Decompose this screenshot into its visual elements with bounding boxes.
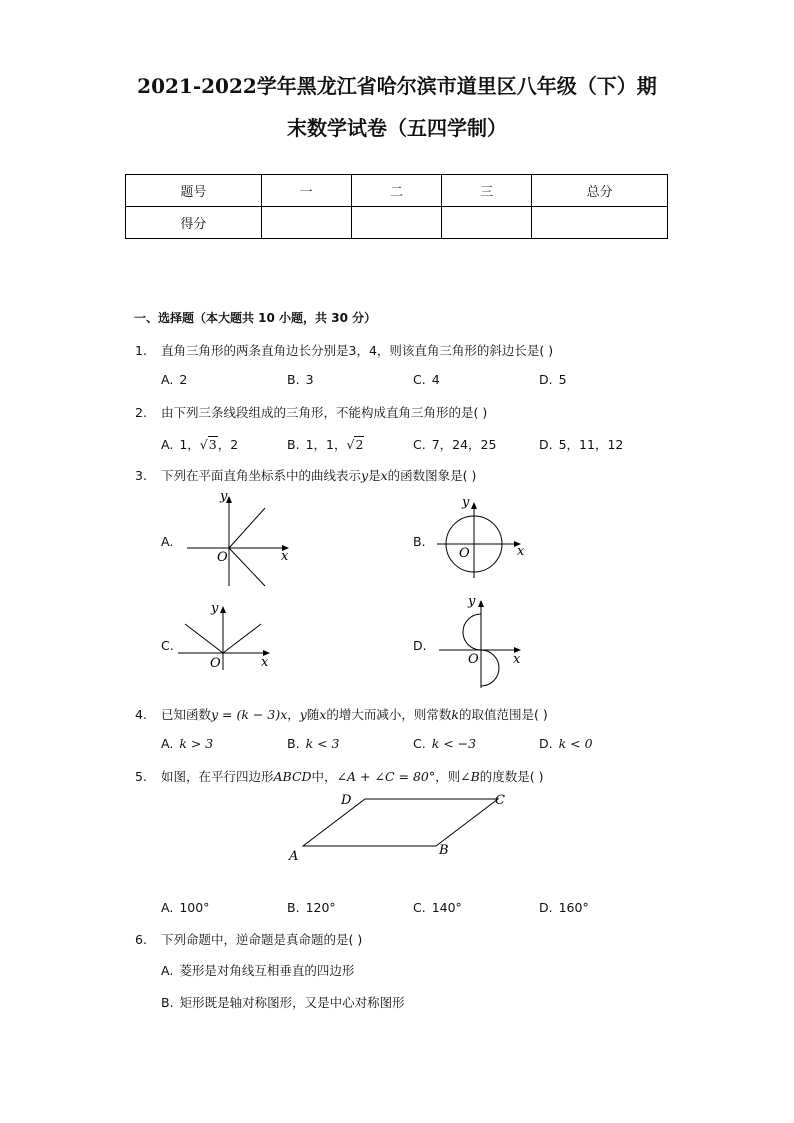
option-text: k > 3: [179, 736, 214, 751]
option-key: C.: [413, 437, 426, 452]
question-text-part: 的取值范围是( ): [459, 707, 548, 722]
question-number: 3.: [135, 468, 147, 483]
option-b: [287, 900, 336, 915]
option-c: [413, 736, 476, 751]
option-a: [161, 961, 354, 979]
option-a: [161, 435, 238, 453]
option-text: 7，24，25: [431, 437, 497, 452]
option-a: [161, 736, 213, 751]
y-arrow-icon: [471, 502, 477, 509]
question-text-part: ，则: [435, 769, 461, 784]
origin-label: O: [459, 546, 470, 561]
option-c: [413, 900, 462, 915]
question-text-part: 随: [306, 707, 320, 722]
math-expression: ∠B: [460, 769, 480, 784]
option-b: [161, 993, 405, 1011]
option-text: 4: [431, 372, 440, 387]
option-key: A.: [161, 736, 174, 751]
option-key: A.: [161, 900, 174, 915]
option-b: [287, 736, 340, 751]
option-text: 3: [305, 372, 314, 387]
question-text-part: 的增大而减小，则常数: [326, 707, 452, 722]
origin-label: O: [217, 550, 228, 565]
option-key: B.: [287, 372, 300, 387]
option-text: 1，1，: [305, 437, 347, 452]
curve-line: [223, 624, 261, 653]
question-number: 1.: [135, 343, 147, 358]
score-header-cell: 总分: [532, 175, 668, 207]
question-text: 下列命题中，逆命题是真命题的是( ): [161, 932, 363, 947]
graph-b: [437, 490, 532, 580]
option-d: [539, 736, 593, 751]
option-b: [287, 435, 364, 453]
score-cell: [442, 207, 532, 239]
sqrt-expression: √3: [199, 437, 217, 452]
score-header-cell: 三: [442, 175, 532, 207]
axis-label-x: x: [261, 655, 269, 670]
option-key: A.: [161, 437, 174, 452]
parallelogram-figure: [285, 790, 515, 862]
score-cell: [532, 207, 668, 239]
curve-semicircle: [463, 614, 481, 650]
score-header-cell: 题号: [126, 175, 262, 207]
curve-line: [229, 548, 265, 586]
math-expression: y = (k − 3)x: [211, 707, 288, 722]
parallelogram-shape: [303, 799, 498, 846]
score-row-label: 得分: [126, 207, 262, 239]
option-text: 菱形是对角线互相垂直的四边形: [179, 963, 355, 978]
option-key: D.: [539, 900, 553, 915]
question-text: [161, 705, 548, 723]
score-header-cell: 二: [351, 175, 442, 207]
option-key: C.: [413, 900, 426, 915]
option-key: D.: [539, 736, 553, 751]
question-text: [161, 767, 544, 785]
option-b-label: B.: [413, 534, 426, 549]
math-expression: ∠A + ∠C = 80°: [336, 769, 436, 784]
option-key: A.: [161, 372, 174, 387]
option-key: B.: [161, 995, 174, 1010]
axis-label-y: y: [462, 495, 470, 510]
axis-label-y: y: [220, 489, 228, 504]
question-text-part: 的函数图象是( ): [387, 468, 477, 483]
score-table: [125, 174, 668, 239]
option-text: ，2: [217, 437, 239, 452]
question-text: 直角三角形的两条直角边长分别是3，4，则该直角三角形的斜边长是( ): [161, 343, 554, 358]
axis-label-x: x: [513, 652, 521, 667]
math-expression: ABCD: [273, 769, 312, 784]
option-key: B.: [287, 736, 300, 751]
exam-title-line2: 末数学试卷（五四学制）: [287, 116, 507, 140]
axis-label-y: y: [468, 594, 476, 609]
option-c-label: C.: [161, 638, 174, 653]
question-number: 4.: [135, 707, 147, 722]
option-key: D.: [539, 372, 553, 387]
option-c: [413, 435, 496, 453]
option-d: [539, 372, 567, 387]
option-d-label: D.: [413, 638, 427, 653]
score-table-header-row: [126, 175, 668, 207]
option-text: 140°: [431, 900, 462, 915]
section-heading: 一、选择题（本大题共 10 小题，共 30 分）: [134, 311, 377, 325]
option-d: [539, 435, 623, 453]
question-text-part: 如图，在平行四边形: [161, 769, 274, 784]
vertex-label-d: D: [341, 793, 352, 808]
graph-a: [183, 488, 298, 588]
option-c: [413, 372, 440, 387]
question-number: 6.: [135, 932, 147, 947]
option-text: 5，11，12: [558, 437, 624, 452]
option-text: 矩形既是轴对称图形，又是中心对称图形: [179, 995, 405, 1010]
option-text: 160°: [558, 900, 589, 915]
option-key: A.: [161, 963, 174, 978]
option-text: 120°: [305, 900, 336, 915]
option-a: [161, 900, 209, 915]
curve-line: [229, 508, 265, 548]
score-header-cell: 一: [261, 175, 351, 207]
math-var: x: [380, 468, 388, 483]
option-text: k < 0: [558, 736, 593, 751]
question-number: 2.: [135, 405, 147, 420]
option-a-label: A.: [161, 534, 174, 549]
question-text-part: 中，: [311, 769, 337, 784]
curve-line: [185, 624, 223, 653]
y-arrow-icon: [478, 600, 484, 607]
y-arrow-icon: [220, 606, 226, 613]
option-a: [161, 372, 187, 387]
question-text: [161, 466, 476, 484]
graph-d: [437, 592, 532, 692]
option-key: C.: [413, 372, 426, 387]
score-cell: [351, 207, 442, 239]
option-key: C.: [413, 736, 426, 751]
math-var: y: [299, 707, 307, 722]
origin-label: O: [210, 656, 221, 671]
exam-title-line1: 2021-2022学年黑龙江省哈尔滨市道里区八年级（下）期: [137, 74, 657, 98]
curve-semicircle: [481, 650, 499, 686]
option-text: k < 3: [305, 736, 340, 751]
score-table-row: [126, 207, 668, 239]
question-text: 由下列三条线段组成的三角形，不能构成直角三角形的是( ): [161, 405, 488, 420]
vertex-label-b: B: [439, 843, 449, 858]
question-text-part: 是: [368, 468, 381, 483]
option-text: 100°: [179, 900, 210, 915]
question-text-part: 已知函数: [161, 707, 212, 722]
sqrt-radicand: 3: [208, 437, 217, 452]
option-d: [539, 900, 589, 915]
vertex-label-c: C: [495, 793, 505, 808]
option-text: 5: [558, 372, 567, 387]
sqrt-expression: √2: [346, 437, 364, 452]
question-text-part: ，: [287, 707, 300, 722]
option-text: k < −3: [431, 736, 477, 751]
option-b: [287, 372, 314, 387]
axis-label-y: y: [211, 601, 219, 616]
question-text-part: 下列在平面直角坐标系中的曲线表示: [161, 468, 362, 483]
option-key: B.: [287, 900, 300, 915]
math-var: y: [361, 468, 369, 483]
option-text: 2: [179, 372, 188, 387]
question-number: 5.: [135, 769, 147, 784]
score-cell: [261, 207, 351, 239]
axis-label-x: x: [281, 549, 289, 564]
vertex-label-a: A: [289, 849, 299, 862]
question-text-part: 的度数是( ): [479, 769, 544, 784]
axis-label-x: x: [517, 544, 525, 559]
option-key: D.: [539, 437, 553, 452]
origin-label: O: [468, 652, 479, 667]
math-var: k: [451, 707, 459, 722]
math-var: x: [319, 707, 327, 722]
graph-c: [178, 598, 278, 673]
sqrt-radicand: 2: [355, 437, 364, 452]
option-key: B.: [287, 437, 300, 452]
option-text: 1，: [179, 437, 200, 452]
